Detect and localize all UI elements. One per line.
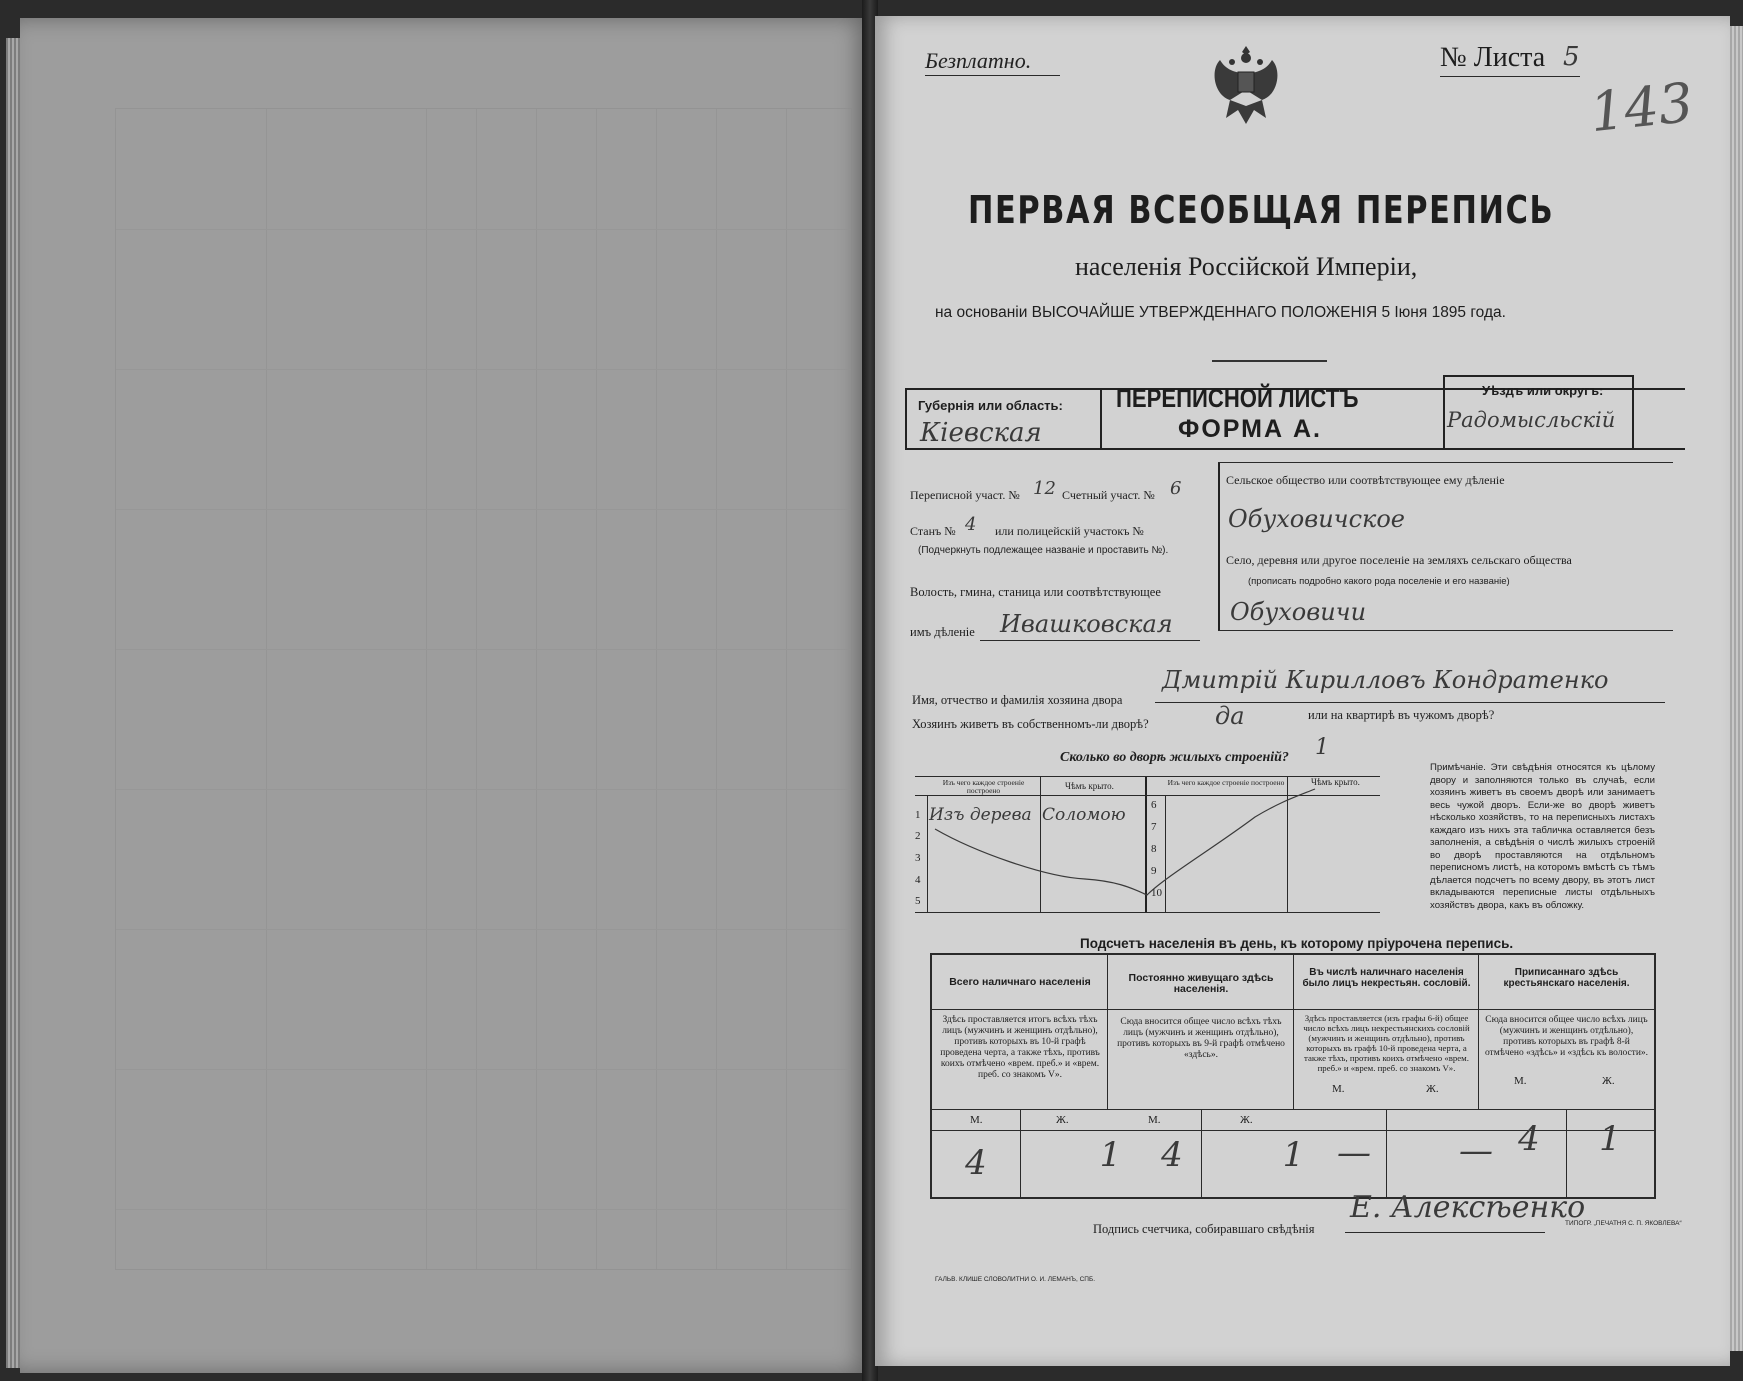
row-num: 9	[1151, 865, 1157, 877]
count-section-value: 6	[1170, 478, 1182, 499]
buildings-value: 1	[1315, 735, 1329, 760]
col-roof-header: Чѣмъ крыто.	[1065, 781, 1114, 791]
col-assigned-desc: Сюда вносится общее число всѣхъ лицъ (мужчинъ и женщинъ отдѣльно), противъ которыхъ въ графѣ 8-й отмѣчено «здѣсь» и «здѣсь къ волости».	[1484, 1015, 1649, 1058]
lives-value: да	[1215, 702, 1245, 730]
row-num: 2	[915, 830, 921, 842]
m-label: М.	[1332, 1083, 1345, 1095]
row-num: 5	[915, 895, 921, 907]
col-assigned-title: Приписаннаго здѣсь крестьянскаго населенія.	[1503, 967, 1630, 989]
sheet-number-label: № Листа	[1440, 42, 1546, 73]
m-label: М.	[1148, 1114, 1161, 1126]
census-title: ПЕРВАЯ ВСЕОБЩАЯ ПЕРЕПИСЬ	[968, 188, 1555, 232]
cancel-stroke	[915, 777, 1380, 912]
police-label: или полицейскій участокъ №	[995, 524, 1144, 538]
owner-value: Дмитрій Кирилловъ Кондратенко	[1162, 666, 1609, 694]
col-nonpeasant-desc: Здѣсь проставляется (изъ графы 6-й) общее число всѣхъ лицъ некрестьянскихъ сословій (мужчинъ и женщинъ отдѣльно), противъ которыхъ въ графѣ 10-й проведена черта, а также тѣхъ, противъ коихъ отмѣчено «врем. преб.» и «врем. преб. со знакомъ V».	[1303, 1013, 1470, 1073]
col-resident-title: Постоянно живущаго здѣсь населенія.	[1128, 972, 1274, 995]
row-num: 10	[1151, 887, 1162, 899]
row-num: 4	[915, 874, 921, 886]
province-value: Кіевская	[920, 418, 1042, 448]
buildings-table	[915, 776, 1380, 913]
volost-value: Ивашковская	[1000, 610, 1173, 638]
village-note: (прописать подробно какого рода поселеніе и его названіе)	[1248, 576, 1510, 587]
society-label: Сельское общество или соотвѣтствующее ему дѣленіе	[1226, 473, 1505, 487]
province-label: Губернія или область:	[918, 398, 1063, 413]
page-stack-edge	[1730, 26, 1743, 1351]
nonpeasant-male-value: —	[1337, 1133, 1371, 1173]
society-value: Обуховичское	[1228, 505, 1406, 533]
form-title: ПЕРЕПИСНОЙ ЛИСТЪ	[1116, 383, 1359, 413]
census-section-label: Переписной участ. №	[910, 488, 1020, 502]
village-value: Обуховичи	[1230, 598, 1367, 626]
printer-mark-right: ТИПОГР. „ПЕЧАТНЯ С. П. ЯКОВЛЕВА“	[1565, 1220, 1682, 1227]
nonpeasant-female-value: —	[1459, 1131, 1493, 1171]
printer-mark-left: ГАЛЬВ. КЛИШЕ СЛОВОЛИТНИ О. И. ЛЕМАНЪ, СПБ.	[935, 1276, 1096, 1283]
district-value: Радомысльскій	[1447, 408, 1616, 432]
m-label: М.	[970, 1114, 983, 1126]
volost-label-2: имъ дѣленіе	[910, 625, 975, 639]
total-male-value: 4	[965, 1143, 987, 1183]
row1-material: Изъ дерева	[929, 805, 1032, 825]
row-num: 3	[915, 852, 921, 864]
folio-number: 143	[1586, 70, 1697, 145]
resident-male-value: 4	[1161, 1135, 1183, 1175]
row-num: 1	[915, 809, 921, 821]
resident-female-value: 1	[1282, 1135, 1305, 1175]
f-label: Ж.	[1602, 1075, 1615, 1087]
col-resident-desc: Сюда вносится общее число всѣхъ тѣхъ лицъ (мужчинъ и женщинъ отдѣльно), противъ которыхъ въ 9-й графѣ отмѣчено «здѣсь».	[1117, 1017, 1285, 1060]
col-total-title: Всего наличнаго населенія	[949, 976, 1091, 988]
district-label: Уѣздъ или округъ:	[1482, 383, 1604, 398]
col-material-header-2: Изъ чего каждое строеніе построено	[1167, 778, 1285, 787]
population-heading: Подсчетъ населенія въ день, къ которому пріурочена перепись.	[1080, 936, 1514, 951]
signature-label: Подпись счетчика, собиравшаго свѣдѣнія	[1093, 1222, 1315, 1236]
stan-value: 4	[965, 514, 977, 535]
form-name: ФОРМА А.	[1178, 415, 1322, 443]
buildings-label: Сколько во дворѣ жилыхъ строеній?	[1060, 750, 1289, 765]
village-label: Село, деревня или другое поселеніе на земляхъ сельскаго общества	[1226, 553, 1572, 567]
page-stack-edge	[6, 38, 20, 1368]
col-roof-header-2: Чѣмъ крыто.	[1311, 777, 1360, 787]
owner-label: Имя, отчество и фамилія хозяина двора	[912, 693, 1123, 707]
census-basis: на основаніи ВЫСОЧАЙШЕ УТВЕРЖДЕННАГО ПОЛОЖЕНІЯ 5 Іюня 1895 года.	[935, 304, 1506, 321]
row1-roof: Соломою	[1042, 805, 1126, 825]
stan-note: (Подчеркнуть подлежащее названіе и проставить №).	[918, 545, 1169, 556]
left-page	[20, 18, 870, 1373]
assigned-female-value: 1	[1599, 1119, 1621, 1159]
double-headed-eagle-icon	[1210, 40, 1282, 130]
lives-alt-label: или на квартирѣ въ чужомъ дворѣ?	[1308, 708, 1495, 722]
free-label: Безплатно.	[925, 48, 1032, 73]
col-total-desc: Здѣсь проставляется итогъ всѣхъ тѣхъ лицъ (мужчинъ и женщинъ отдѣльно), противъ которыхъ въ 10-й графѣ проведена черта, а также тѣхъ, противъ коихъ отмѣчено «врем. преб.» и «врем. преб. со знакомъ V».	[940, 1015, 1100, 1080]
m-label: М.	[1514, 1075, 1527, 1087]
total-female-value: 1	[1099, 1135, 1122, 1175]
assigned-male-value: 4	[1518, 1119, 1540, 1159]
census-subtitle: населенія Россійской Имперіи,	[1075, 252, 1418, 281]
bleed-through-grid	[115, 108, 852, 1270]
note-text: Примѣчаніе. Эти свѣдѣнія относятся къ цѣлому двору и заполняются только въ случаѣ, если хозяинъ живетъ въ своемъ дворѣ или занимаетъ весь чужой дворъ. Если-же во дворѣ живетъ нѣсколько хозяйствъ, то на переписныхъ листахъ каждаго изъ нихъ эта табличка оставляется безъ заполненія, а свѣдѣнія о числѣ жилыхъ строеній во дворѣ проставляются на отдѣльномъ переписномъ листѣ, на которомъ вмѣстѣ съ тѣмъ дѣлается подсчетъ по всему двору, въ этотъ лист вкладываются переписные листы отдѣльныхъ хозяйствъ двора, какъ въ обложку.	[1430, 762, 1655, 911]
f-label: Ж.	[1056, 1114, 1069, 1126]
census-section-value: 12	[1033, 478, 1056, 499]
stan-label: Станъ №	[910, 524, 956, 538]
col-nonpeasant-title: Въ числѣ наличнаго населенія было лицъ некрестьян. сословій.	[1302, 967, 1471, 989]
signature-value: Е. Алексѣенко	[1350, 1190, 1586, 1225]
count-section-label: Счетный участ. №	[1062, 488, 1155, 502]
f-label: Ж.	[1426, 1083, 1439, 1095]
population-table	[930, 953, 1656, 1199]
sheet-number-value: 5	[1563, 42, 1580, 72]
col-material-header: Изъ чего каждое строеніе построено	[942, 778, 1025, 795]
lives-label: Хозяинъ живетъ въ собственномъ-ли дворѣ?	[912, 717, 1149, 731]
row-num: 7	[1151, 821, 1157, 833]
row-num: 8	[1151, 843, 1157, 855]
row-num: 6	[1151, 799, 1157, 811]
volost-label: Волость, гмина, станица или соотвѣтствующее	[910, 585, 1161, 599]
f-label: Ж.	[1240, 1114, 1253, 1126]
